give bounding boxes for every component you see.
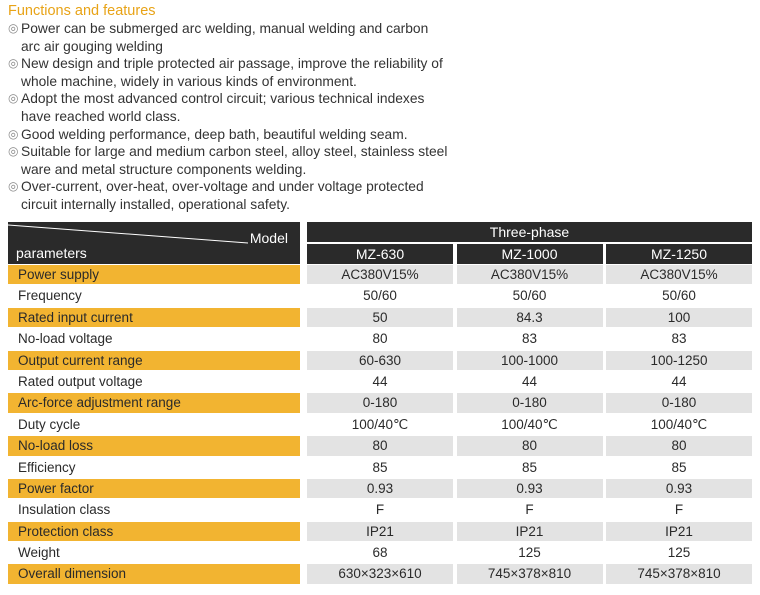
table-row bbox=[8, 371, 752, 392]
row-label: Protection class bbox=[8, 522, 300, 541]
feature-item bbox=[8, 55, 478, 90]
row-value-cell: AC380V15% bbox=[307, 265, 453, 284]
features-list bbox=[8, 20, 478, 214]
table-row bbox=[8, 521, 752, 542]
row-value-cell: 100-1250 bbox=[606, 351, 752, 370]
table-row bbox=[8, 392, 752, 413]
feature-item bbox=[8, 178, 478, 213]
spec-table bbox=[8, 222, 752, 585]
row-label: Power factor bbox=[8, 479, 300, 498]
bullet-icon bbox=[8, 178, 18, 196]
table-row bbox=[8, 307, 752, 328]
header-corner-cell bbox=[8, 222, 300, 264]
row-value-cell: 85 bbox=[372, 459, 388, 475]
table-header bbox=[8, 222, 752, 264]
table-row bbox=[8, 499, 752, 520]
row-value-cell: 0-180 bbox=[606, 393, 752, 412]
feature-text: whole machine, widely in various kinds of environment. bbox=[21, 73, 357, 89]
table-row bbox=[8, 328, 752, 349]
header-model-mz1000: MZ-1000 bbox=[457, 244, 603, 264]
row-label: Output current range bbox=[8, 351, 300, 370]
row-value-cell: 0-180 bbox=[457, 393, 603, 412]
feature-text: have reached world class. bbox=[21, 108, 181, 124]
table-row bbox=[8, 435, 752, 456]
feature-item bbox=[8, 126, 478, 144]
feature-text: New design and triple protected air passage, improve the reliability of bbox=[21, 56, 443, 72]
feature-text: Adopt the most advanced control circuit; various technical indexes bbox=[21, 91, 425, 107]
row-value-cell: 0-180 bbox=[307, 393, 453, 412]
row-value-cell: 60-630 bbox=[307, 351, 453, 370]
table-row bbox=[8, 285, 752, 306]
row-label: No-load voltage bbox=[18, 331, 113, 347]
bullet-icon bbox=[8, 90, 18, 108]
row-value-cell: 745×378×810 bbox=[457, 564, 603, 583]
row-value-cell: 85 bbox=[671, 459, 687, 475]
row-value-cell: 0.93 bbox=[606, 479, 752, 498]
table-row bbox=[8, 264, 752, 285]
table-row bbox=[8, 414, 752, 435]
table-row bbox=[8, 563, 752, 584]
table-row bbox=[8, 542, 752, 563]
bullet-icon bbox=[8, 126, 18, 144]
row-value-cell: 80 bbox=[606, 436, 752, 455]
features-title: Functions and features bbox=[8, 3, 156, 19]
row-value-cell: 44 bbox=[521, 373, 538, 389]
feature-text: ware and metal structure components welding. bbox=[21, 161, 307, 177]
row-value-cell: 100-1000 bbox=[457, 351, 603, 370]
header-model-mz1250: MZ-1250 bbox=[606, 244, 752, 264]
row-value-cell: 0.93 bbox=[457, 479, 603, 498]
row-label: Rated input current bbox=[8, 308, 300, 327]
header-parameters-label: parameters bbox=[16, 245, 87, 261]
row-value-cell: 50/60 bbox=[363, 288, 397, 304]
row-value-cell: 100/40℃ bbox=[351, 416, 409, 432]
feature-item bbox=[8, 20, 478, 55]
row-value-cell: 100 bbox=[606, 308, 752, 327]
row-label: Power supply bbox=[8, 265, 300, 284]
bullet-icon bbox=[8, 20, 18, 38]
header-three-phase: Three-phase bbox=[307, 222, 752, 242]
feature-item bbox=[8, 143, 478, 178]
row-value-cell: IP21 bbox=[606, 522, 752, 541]
row-label: Arc-force adjustment range bbox=[8, 393, 300, 412]
table-row bbox=[8, 350, 752, 371]
row-value-cell: 50/60 bbox=[512, 288, 547, 304]
row-label: No-load loss bbox=[8, 436, 300, 455]
row-label: Frequency bbox=[18, 288, 82, 304]
row-value-cell: IP21 bbox=[307, 522, 453, 541]
row-value-cell: 44 bbox=[671, 373, 687, 389]
feature-text: Suitable for large and medium carbon steel, alloy steel, stainless steel bbox=[21, 144, 448, 160]
feature-text: arc air gouging welding bbox=[21, 38, 163, 54]
row-value-cell: 745×378×810 bbox=[606, 564, 752, 583]
row-value-cell: F bbox=[525, 502, 534, 518]
row-value-cell: 100/40℃ bbox=[650, 416, 708, 432]
row-value-cell: 83 bbox=[521, 331, 538, 347]
row-value-cell: 44 bbox=[372, 373, 388, 389]
row-value-cell: 100/40℃ bbox=[501, 416, 558, 432]
row-value-cell: F bbox=[674, 502, 684, 518]
row-value-cell: 85 bbox=[521, 459, 538, 475]
row-value-cell: 50/60 bbox=[662, 288, 696, 304]
bullet-icon bbox=[8, 143, 18, 161]
row-value-cell: AC380V15% bbox=[606, 265, 752, 284]
table-body bbox=[8, 264, 752, 585]
header-model-mz630: MZ-630 bbox=[307, 244, 453, 264]
row-value-cell: 0.93 bbox=[307, 479, 453, 498]
row-value-cell: 83 bbox=[671, 331, 687, 347]
feature-item bbox=[8, 90, 478, 125]
feature-text: Power can be submerged arc welding, manual welding and carbon bbox=[21, 21, 429, 36]
feature-text: Good welding performance, deep bath, beautiful welding seam. bbox=[21, 126, 408, 142]
row-value-cell: 50 bbox=[307, 308, 453, 327]
row-label: Duty cycle bbox=[18, 416, 81, 432]
row-value-cell: 125 bbox=[518, 545, 541, 561]
row-value-cell: 84.3 bbox=[457, 308, 603, 327]
row-value-cell: F bbox=[375, 502, 385, 518]
row-value-cell: AC380V15% bbox=[457, 265, 603, 284]
feature-text: Over-current, over-heat, over-voltage and under voltage protected bbox=[21, 179, 424, 195]
feature-text: circuit internally installed, operational safety. bbox=[21, 196, 290, 212]
row-label: Efficiency bbox=[18, 459, 76, 475]
table-row bbox=[8, 478, 752, 499]
row-label: Overall dimension bbox=[8, 564, 300, 583]
row-value-cell: 125 bbox=[667, 545, 691, 561]
row-label: Insulation class bbox=[18, 502, 111, 518]
header-model-label: Model bbox=[249, 230, 288, 246]
row-value-cell: 80 bbox=[372, 331, 388, 347]
bullet-icon bbox=[8, 55, 18, 73]
row-value-cell: 68 bbox=[372, 545, 388, 561]
table-row bbox=[8, 457, 752, 478]
row-value-cell: 630×323×610 bbox=[307, 564, 453, 583]
row-value-cell: IP21 bbox=[457, 522, 603, 541]
row-label: Rated output voltage bbox=[18, 373, 143, 389]
row-label: Weight bbox=[18, 545, 60, 561]
row-value-cell: 80 bbox=[457, 436, 603, 455]
features-section bbox=[8, 3, 478, 214]
row-value-cell: 80 bbox=[307, 436, 453, 455]
